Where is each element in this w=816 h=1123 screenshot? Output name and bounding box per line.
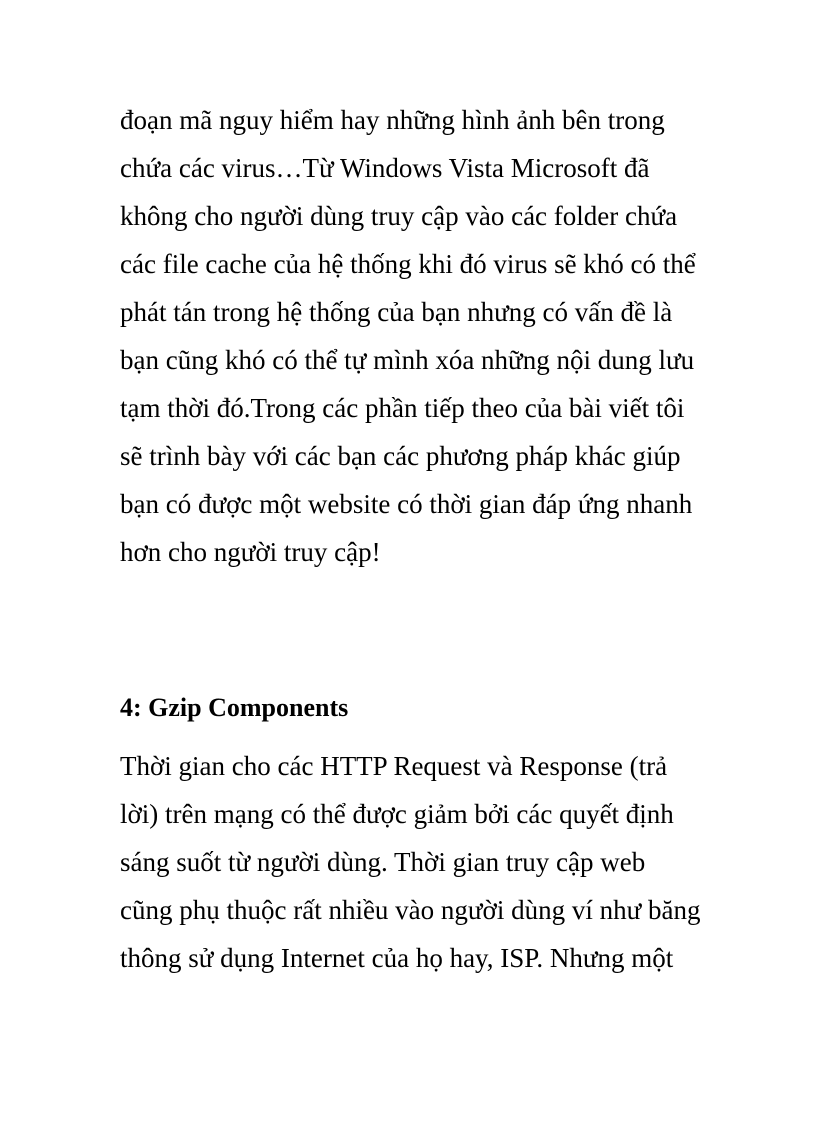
- text-line: bạn có được một website có thời gian đáp ứng nhanh: [120, 489, 693, 519]
- text-line: Thời gian cho các HTTP Request và Response (trả: [120, 751, 668, 781]
- text-line: cũng phụ thuộc rất nhiều vào người dùng ví như băng: [120, 895, 701, 925]
- text-line: sẽ trình bày với các bạn các phương pháp khác giúp: [120, 441, 681, 471]
- text-line: đoạn mã nguy hiểm hay những hình ảnh bên trong: [120, 105, 665, 135]
- text-line: lời) trên mạng có thể được giảm bởi các quyết định: [120, 799, 674, 829]
- text-line: tạm thời đó.Trong các phần tiếp theo của bài viết tôi: [120, 393, 685, 423]
- section-heading: 4: Gzip Components: [120, 693, 349, 722]
- text-line: các file cache của hệ thống khi đó virus sẽ khó có thể: [120, 249, 696, 279]
- text-line: chứa các virus…Từ Windows Vista Microsoft đã: [120, 153, 650, 183]
- paragraph-continuation: [120, 96, 720, 576]
- text-line: sáng suốt từ người dùng. Thời gian truy cập web: [120, 847, 646, 877]
- text-line: hơn cho người truy cập!: [120, 537, 381, 567]
- paragraph-gzip-intro: [120, 742, 720, 982]
- text-line: phát tán trong hệ thống của bạn nhưng có vấn đề là: [120, 297, 673, 327]
- text-line: không cho người dùng truy cập vào các folder chứa: [120, 201, 678, 231]
- text-line: thông sử dụng Internet của họ hay, ISP. Nhưng một: [120, 943, 674, 973]
- text-line: bạn cũng khó có thể tự mình xóa những nội dung lưu: [120, 345, 695, 375]
